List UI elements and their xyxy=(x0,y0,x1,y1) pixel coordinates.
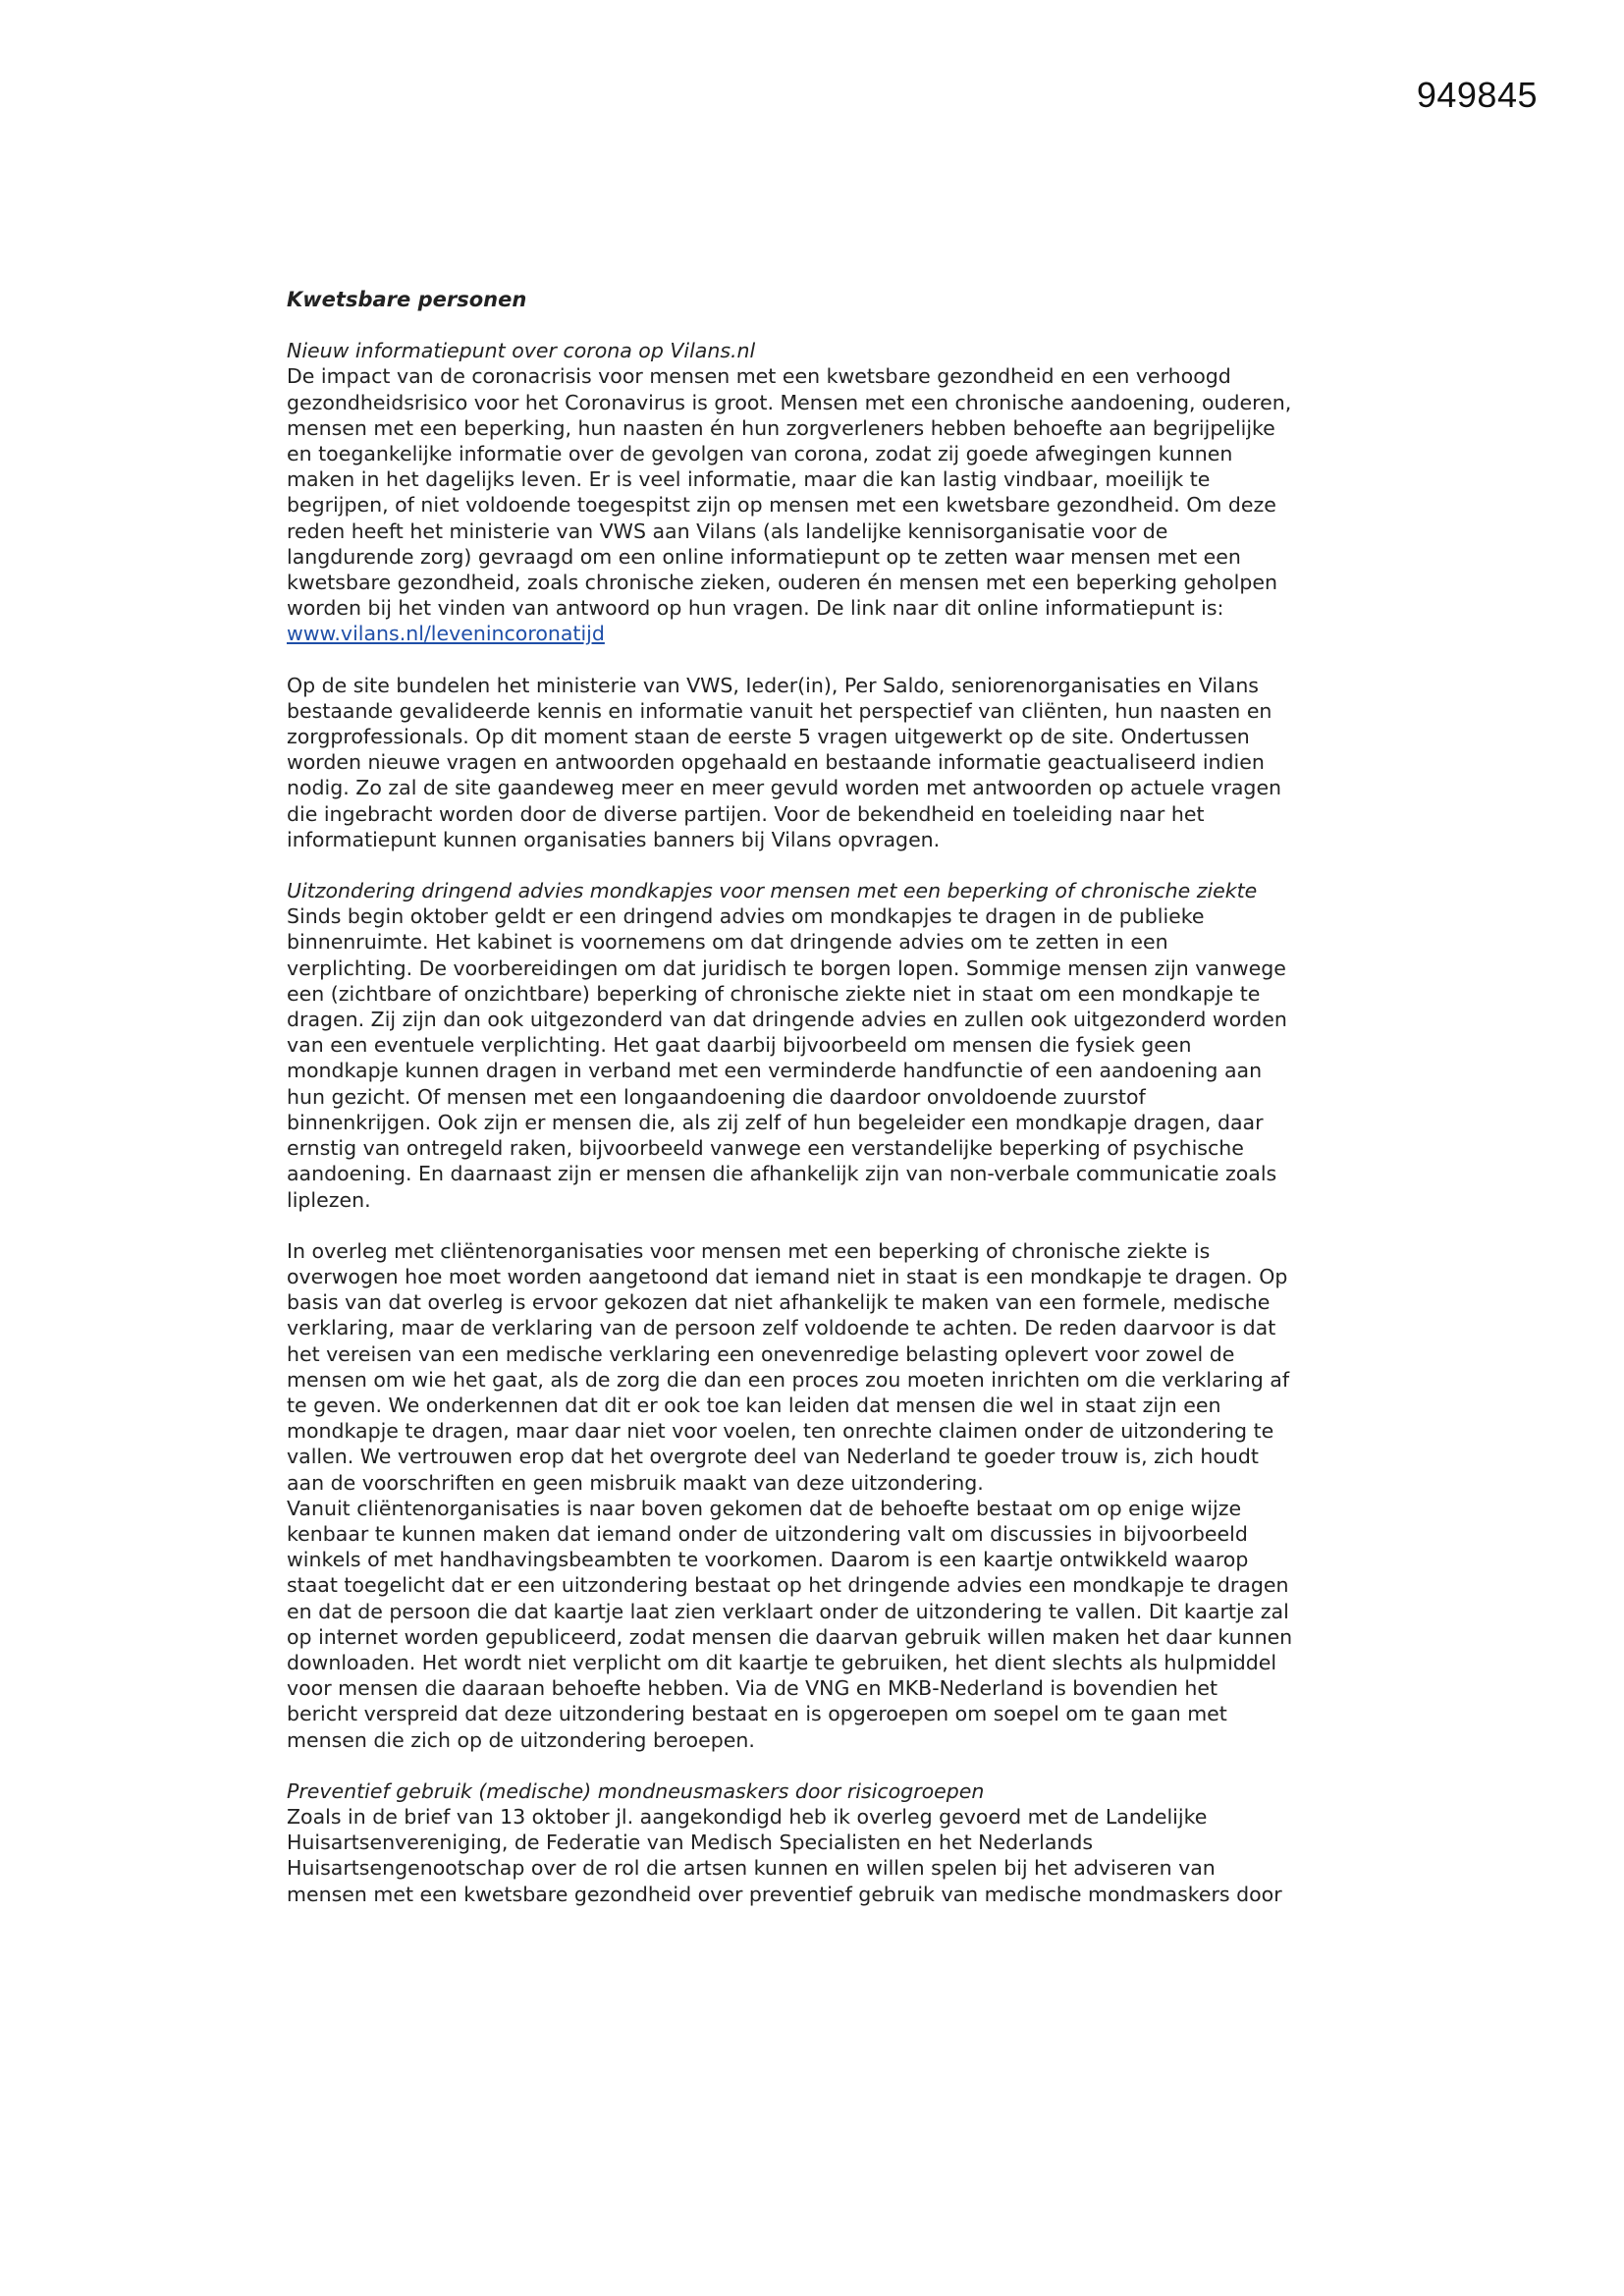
sub-heading: Preventief gebruik (medische) mondneusmaskers door risicogroepen xyxy=(287,1778,985,1803)
vilans-link[interactable]: www.vilans.nl/levenincoronatijd xyxy=(287,622,605,646)
sub-heading: Uitzondering dringend advies mondkapjes voor mensen met een beperking of chronische ziekte xyxy=(287,879,1258,903)
section-uitzondering-mondkapjes xyxy=(287,878,1357,1213)
section-overleg-clientenorganisaties xyxy=(287,1238,1357,1753)
section-site-bundeling xyxy=(287,673,1357,852)
document-body xyxy=(287,287,1357,1907)
paragraph: Zoals in de brief van 13 oktober jl. aangekondigd heb ik overleg gevoerd met de Landelijke Huisartsenvereniging, de Federatie van Medisch Specialisten en het Nederlands Huisartsengenootschap over de rol die artsen kunnen en willen spelen bij het adviseren van mensen met een kwetsbare gezondheid over preventief gebruik van medische mondmaskers door xyxy=(287,1804,1282,1906)
sub-heading: Nieuw informatiepunt over corona op Vilans.nl xyxy=(287,339,756,363)
paragraph: Op de site bundelen het ministerie van VWS, Ieder(in), Per Saldo, seniorenorganisaties en Vilans bestaande gevalideerde kennis en informatie vanuit het perspectief van cliënten, hun naasten en zorgprofessionals. Op dit moment staan de eerste 5 vragen uitgewerkt op de site. Ondertussen worden nieuwe vragen en antwoorden opgehaald en bestaande informatie geactualiseerd indien nodig. Zo zal de site gaandeweg meer en meer gevuld worden met antwoorden op actuele vragen die ingebracht worden door de diverse partijen. Voor de bekendheid en toeleiding naar het informatiepunt kunnen organisaties banners bij Vilans opvragen. xyxy=(287,673,1282,851)
page-number: 949845 xyxy=(1416,75,1538,115)
paragraph: Sinds begin oktober geldt er een dringend advies om mondkapjes te dragen in de publieke binnenruimte. Het kabinet is voornemens om dat dringende advies om te zetten in een verplichting. De voorbereidingen om dat juridisch te borgen lopen. Sommige mensen zijn vanwege een (zichtbare of onzichtbare) beperking of chronische ziekte niet in staat om een mondkapje te dragen. Zij zijn dan ook uitgezonderd van dat dringende advies en zullen ook uitgezonderd worden van een eventuele verplichting. Het gaat daarbij bijvoorbeeld om mensen die fysiek geen mondkapje kunnen dragen in verband met een verminderde handfunctie of een aandoening aan hun gezicht. Of mensen met een longaandoening die daardoor onvoldoende zuurstof binnenkrijgen. Ook zijn er mensen die, als zij zelf of hun begeleider een mondkapje dragen, daar ernstig van ontregeld raken, bijvoorbeeld vanwege een verstandelijke beperking of psychische aandoening. En daarnaast zijn er mensen die afhankelijk zijn van non-verbale communicatie zoals liplezen. xyxy=(287,904,1287,1212)
section-preventief-gebruik xyxy=(287,1778,1357,1907)
paragraph: De impact van de coronacrisis voor mensen met een kwetsbare gezondheid en een verhoogd gezondheidsrisico voor het Coronavirus is groot. Mensen met een chronische aandoening, ouderen, mensen met een beperking, hun naasten én hun zorgverleners hebben behoefte aan begrijpelijke en toegankelijke informatie over de gevolgen van corona, zodat zij goede afwegingen kunnen maken in het dagelijks leven. Er is veel informatie, maar die kan lastig vindbaar, moeilijk te begrijpen, of niet voldoende toegespitst zijn op mensen met een kwetsbare gezondheid. Om deze reden heeft het ministerie van VWS aan Vilans (als landelijke kennisorganisatie voor de langdurende zorg) gevraagd om een online informatiepunt op te zetten waar mensen met een kwetsbare gezondheid, zoals chronische zieken, ouderen én mensen met een beperking geholpen worden bij het vinden van antwoord op hun vragen. De link naar dit online informatiepunt is: xyxy=(287,364,1292,621)
paragraph: In overleg met cliëntenorganisaties voor mensen met een beperking of chronische ziekte is overwogen hoe moet worden aangetoond dat iemand niet in staat is een mondkapje te dragen. Op basis van dat overleg is ervoor gekozen dat niet afhankelijk te maken van een formele, medische verklaring, maar de verklaring van de persoon zelf voldoende te achten. De reden daarvoor is dat het vereisen van een medische verklaring een onevenredige belasting oplevert voor zowel de mensen om wie het gaat, als de zorg die dan een proces zou moeten inrichten om die verklaring af te geven. We onderkennen dat dit er ook toe kan leiden dat mensen die wel in staat zijn een mondkapje te dragen, maar daar niet voor voelen, ten onrechte claimen onder de uitzondering te vallen. We vertrouwen erop dat het overgrote deel van Nederland te goeder trouw is, zich houdt aan de voorschriften en geen misbruik maakt van deze uitzondering. Vanuit cliëntenorganisaties is naar boven gekomen dat de behoefte bestaat om op enige wijze kenbaar te kunnen maken dat iemand onder de uitzondering valt om discussies in bijvoorbeeld winkels of met handhavingsbeambten te voorkomen. Daarom is een kaartje ontwikkeld waarop staat toegelicht dat er een uitzondering bestaat op het dringende advies een mondkapje te dragen en dat de persoon die dat kaartje laat zien verklaart onder de uitzondering te vallen. Dit kaartje zal op internet worden gepubliceerd, zodat mensen die daarvan gebruik willen maken het daar kunnen downloaden. Het wordt niet verplicht om dit kaartje te gebruiken, het dient slechts als hulpmiddel voor mensen die daaraan behoefte hebben. Via de VNG en MKB-Nederland is bovendien het bericht verspreid dat deze uitzondering bestaat en is opgeroepen om soepel om te gaan met mensen die zich op de uitzondering beroepen. xyxy=(287,1238,1293,1752)
section-title: Kwetsbare personen xyxy=(287,288,527,311)
section-vilans-infopunt xyxy=(287,338,1357,646)
